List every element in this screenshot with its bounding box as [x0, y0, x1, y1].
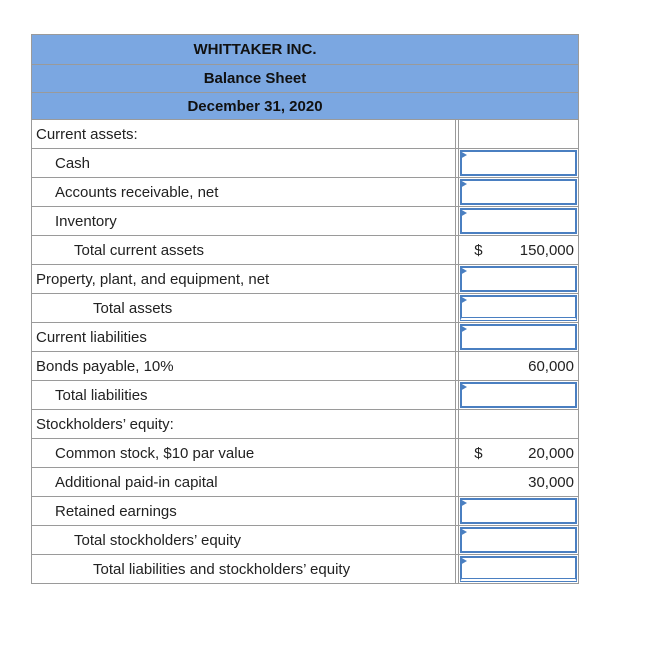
row-label: Bonds payable, 10%: [31, 352, 455, 381]
answer-marker-icon: [460, 151, 467, 159]
row-label: Cash: [31, 149, 455, 178]
amount-cell: [458, 294, 579, 323]
statement-title: Balance Sheet: [31, 64, 579, 92]
answer-marker-icon: [460, 557, 467, 565]
table-row: [31, 497, 579, 526]
table-row: [31, 381, 579, 410]
row-label: Additional paid-in capital: [31, 468, 455, 497]
row-label: Property, plant, and equipment, net: [31, 265, 455, 294]
table-row: [31, 178, 579, 207]
row-label: Stockholders’ equity:: [31, 410, 455, 439]
amount-value: 30,000: [528, 473, 574, 491]
balance-sheet: [31, 34, 579, 584]
amount-cell: [458, 468, 579, 497]
row-label: Common stock, $10 par value: [31, 439, 455, 468]
row-label: Total liabilities: [31, 381, 455, 410]
table-row: [31, 120, 579, 149]
amount-input[interactable]: [460, 527, 577, 553]
row-label: Current liabilities: [31, 323, 455, 352]
row-label: Current assets:: [31, 120, 455, 149]
row-label: Total assets: [31, 294, 455, 323]
amount-cell: [458, 439, 579, 468]
statement-date: December 31, 2020: [31, 92, 579, 120]
amount-input[interactable]: [460, 498, 577, 524]
table-row: [31, 439, 579, 468]
table-row: [31, 294, 579, 323]
amount-input[interactable]: [460, 295, 577, 321]
row-label: Total stockholders’ equity: [31, 526, 455, 555]
amount-input[interactable]: [460, 324, 577, 350]
amount-cell: [458, 236, 579, 265]
amount-input[interactable]: [460, 266, 577, 292]
table-row: [31, 526, 579, 555]
amount-cell: [458, 526, 579, 555]
amount-input[interactable]: [460, 179, 577, 205]
row-label: Total current assets: [31, 236, 455, 265]
row-label: Retained earnings: [31, 497, 455, 526]
answer-marker-icon: [460, 383, 467, 391]
table-row: [31, 265, 579, 294]
amount-cell: [458, 352, 579, 381]
table-row: [31, 207, 579, 236]
amount-cell: [458, 497, 579, 526]
table-row: [31, 352, 579, 381]
answer-marker-icon: [460, 528, 467, 536]
amount-cell: [458, 265, 579, 294]
answer-marker-icon: [460, 325, 467, 333]
row-label: Total liabilities and stockholders’ equity: [31, 555, 455, 584]
dollar-sign: $: [474, 241, 483, 259]
answer-marker-icon: [460, 209, 467, 217]
amount-cell: [458, 120, 579, 149]
amount-value: 150,000: [519, 241, 574, 259]
amount-input[interactable]: [460, 150, 577, 176]
row-label: Accounts receivable, net: [31, 178, 455, 207]
balance-sheet-rows: [31, 120, 579, 584]
dollar-sign: $: [474, 444, 483, 462]
table-row: [31, 410, 579, 439]
answer-marker-icon: [460, 267, 467, 275]
table-row: [31, 149, 579, 178]
table-row: [31, 236, 579, 265]
table-row: [31, 555, 579, 584]
amount-cell: [458, 323, 579, 352]
amount-cell: [458, 207, 579, 236]
amount-input[interactable]: [460, 382, 577, 408]
amount-cell: [458, 149, 579, 178]
answer-marker-icon: [460, 296, 467, 304]
amount-value: 20,000: [528, 444, 574, 462]
table-row: [31, 323, 579, 352]
amount-cell: [458, 381, 579, 410]
amount-cell: [458, 410, 579, 439]
amount-input[interactable]: [460, 556, 577, 582]
amount-cell: [458, 178, 579, 207]
company-name: WHITTAKER INC.: [31, 34, 579, 64]
table-row: [31, 468, 579, 497]
row-label: Inventory: [31, 207, 455, 236]
answer-marker-icon: [460, 499, 467, 507]
amount-cell: [458, 555, 579, 584]
answer-marker-icon: [460, 180, 467, 188]
amount-value: 60,000: [528, 357, 574, 375]
amount-input[interactable]: [460, 208, 577, 234]
